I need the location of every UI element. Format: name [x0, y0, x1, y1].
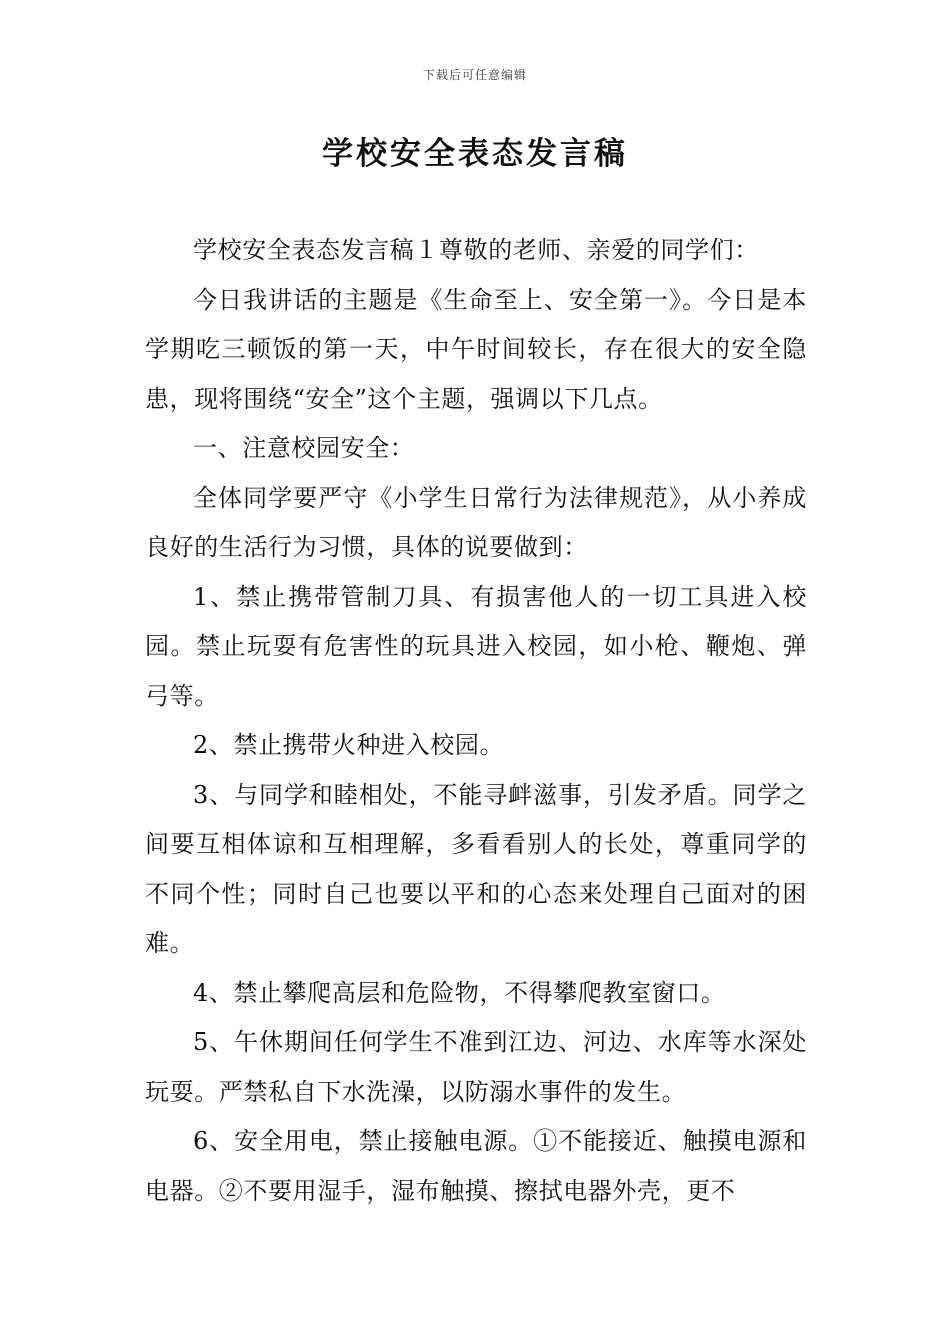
list-item-6: 6、安全用电，禁止接触电源。①不能接近、触摸电源和电器。②不要用湿手，湿布触摸、擦拭电器外壳，更不 — [145, 1127, 807, 1205]
section-heading-campus-safety: 一、注意校园安全： — [193, 434, 415, 462]
list-item-5: 5、午休期间任何学生不准到江边、河边、水库等水深处玩耍。严禁私自下水洗澡，以防溺水事件的发生。 — [145, 1028, 807, 1106]
header-note: 下载后可任意编辑 — [422, 68, 527, 82]
list-item-2: 2、禁止携带火种进入校园。 — [193, 731, 505, 759]
document-title: 学校安全表态发言稿 — [322, 136, 628, 172]
paragraph-greeting: 学校安全表态发言稿１尊敬的老师、亲爱的同学们： — [193, 236, 759, 264]
list-item-1: 1、禁止携带管制刀具、有损害他人的一切工具进入校园。禁止玩耍有危害性的玩具进入校园，如小枪、鞭炮、弹弓等。 — [145, 582, 807, 710]
paragraph-code-of-conduct: 全体同学要严守《小学生日常行为法律规范》，从小养成良好的生活行为习惯，具体的说要做到： — [145, 483, 807, 561]
paragraph-theme: 今日我讲话的主题是《生命至上、安全第一》。今日是本学期吃三顿饭的第一天，中午时间较长，存在很大的安全隐患，现将围绕“安全”这个主题，强调以下几点。 — [145, 285, 807, 413]
document-body — [145, 226, 807, 1216]
list-item-3: 3、与同学和睦相处，不能寻衅滋事，引发矛盾。同学之间要互相体谅和互相理解，多看看别人的长处，尊重同学的不同个性；同时自己也要以平和的心态来处理自己面对的困难。 — [145, 780, 807, 957]
list-item-4: 4、禁止攀爬高层和危险物，不得攀爬教室窗口。 — [193, 978, 726, 1007]
